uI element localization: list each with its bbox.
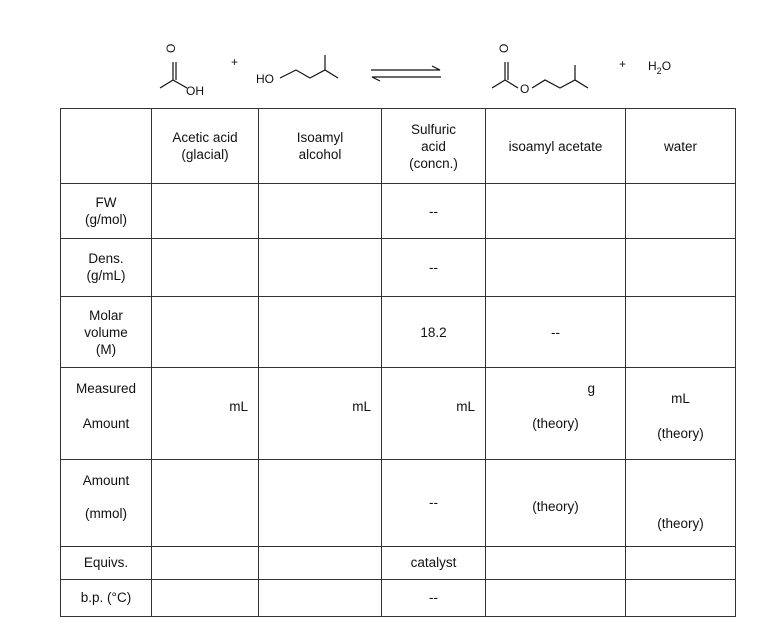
cell-meas-acetic: mL <box>152 368 259 460</box>
row-dens <box>61 239 736 297</box>
col-header-ester: isoamyl acetate <box>486 109 626 184</box>
water-formula: $H_2O$ <box>648 59 672 76</box>
cell <box>486 184 626 239</box>
cell <box>626 184 736 239</box>
row-molar <box>61 296 736 367</box>
cell-molar-ester: -- <box>486 296 626 367</box>
cell <box>626 296 736 367</box>
row-bp <box>61 579 736 616</box>
cell <box>486 579 626 616</box>
cell <box>626 546 736 579</box>
cell-bp-sulfuric: -- <box>382 579 486 616</box>
plus-sign: + <box>231 55 239 69</box>
col-header-acetic: Acetic acid (glacial) <box>152 109 259 184</box>
row-label-dens: Dens. (g/mL) <box>61 239 152 297</box>
row-measured <box>61 368 736 460</box>
cell-molar-sulfuric: 18.2 <box>382 296 486 367</box>
cell-dens-sulfuric: -- <box>382 239 486 297</box>
ho-label: HO <box>256 72 274 86</box>
oxygen-label: O <box>164 43 178 53</box>
cell <box>486 239 626 297</box>
cell <box>152 460 259 547</box>
isoamyl-alcohol-structure <box>280 55 338 78</box>
row-label-molar: Molar volume (M) <box>61 296 152 367</box>
cell-meas-isoamyl: mL <box>259 368 382 460</box>
ester-oxygen-label: O <box>520 82 530 96</box>
cell <box>259 296 382 367</box>
cell <box>259 546 382 579</box>
row-label-amount: Amount (mmol) <box>61 460 152 547</box>
cell-fw-sulfuric: -- <box>382 184 486 239</box>
cell <box>626 579 736 616</box>
cell-equiv-sulfuric: catalyst <box>382 546 486 579</box>
cell <box>259 579 382 616</box>
cell <box>152 579 259 616</box>
cell <box>152 184 259 239</box>
row-label-bp: b.p. (°C) <box>61 579 152 616</box>
cell-amt-ester: (theory) <box>486 460 626 547</box>
col-header-isoamyl: Isoamyl alcohol <box>259 109 382 184</box>
cell <box>152 296 259 367</box>
oh-label: OH <box>186 84 204 98</box>
plus-sign: + <box>619 57 627 71</box>
col-header-water: water <box>626 109 736 184</box>
corner-cell <box>61 109 152 184</box>
cell <box>259 239 382 297</box>
row-fw <box>61 184 736 239</box>
equilibrium-arrow <box>371 66 441 81</box>
row-label-measured: Measured Amount <box>61 368 152 460</box>
cell <box>152 546 259 579</box>
cell-meas-water: mL (theory) <box>626 368 736 460</box>
cell <box>259 184 382 239</box>
cell-meas-sulfuric: mL <box>382 368 486 460</box>
reaction-scheme <box>0 0 774 108</box>
cell-meas-ester: g (theory) <box>486 368 626 460</box>
oxygen-label: O <box>497 43 511 53</box>
cell <box>486 546 626 579</box>
header-row <box>61 109 736 184</box>
acetic-acid-structure <box>160 62 187 88</box>
cell-amt-water: (theory) <box>626 460 736 547</box>
cell <box>152 239 259 297</box>
cell-amt-sulfuric: -- <box>382 460 486 547</box>
cell <box>626 239 736 297</box>
row-equivs <box>61 546 736 579</box>
isoamyl-acetate-structure <box>492 62 588 88</box>
row-amount <box>61 460 736 547</box>
cell <box>259 460 382 547</box>
row-label-equivs: Equivs. <box>61 546 152 579</box>
reagent-table <box>60 108 736 617</box>
row-label-fw: FW (g/mol) <box>61 184 152 239</box>
col-header-sulfuric: Sulfuric acid (concn.) <box>382 109 486 184</box>
